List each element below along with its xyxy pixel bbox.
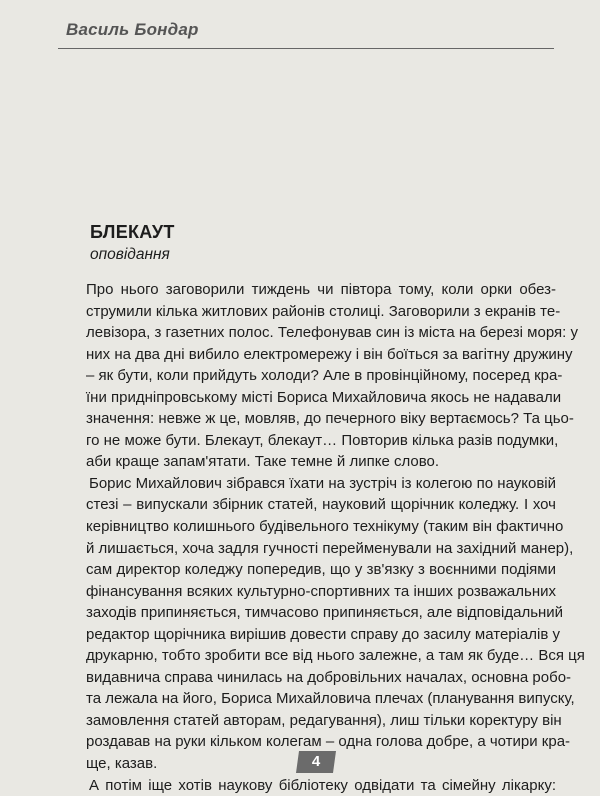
text-line: сам директор коледжу попередив, що у зв'язку з воєнними подіями: [86, 561, 556, 579]
header-rule: [58, 48, 554, 49]
text-line: та лежала на його, Бориса Михайловича плечах (планування випуску,: [86, 690, 575, 708]
text-line: Про нього заговорили тиждень чи півтора тому, коли орки обез-: [86, 281, 556, 298]
text-line: роздавав на руки кільком колегам – одна голова добре, а чотири кра-: [86, 733, 571, 751]
text-line: замовлення статей авторам, редагування), лиш тільки коректуру він: [86, 711, 562, 729]
page-number: 4: [311, 753, 321, 770]
text-line: їни придніпровському місті Бориса Михайловича якось не надавали: [86, 388, 562, 406]
text-line: А потім іще хотів наукову бібліотеку одвідати та сімейну лікарку:: [89, 776, 556, 794]
text-line: Борис Михайлович зібрався їхати на зустріч із колегою по науковій: [89, 474, 556, 492]
text-line: видавнича справа чинилась на добровільних началах, основна робо-: [86, 668, 572, 686]
text-line: керівництво колишнього будівельного технікуму (таким він фактично: [86, 518, 564, 536]
text-line: й лишається, хоча задля гучності перейменували на західний манер),: [86, 539, 574, 557]
text-line: редактор щорічника вирішив довести справу до засилу матеріалів у: [86, 625, 561, 643]
text-line: го не може бути. Блекаут, блекаут… Повторив кілька разів подумки,: [86, 431, 559, 449]
text-line: ще, казав.: [86, 755, 158, 773]
text-line: друкарню, тобто зробити все від нього залежне, а там як буде… Вся ця: [86, 647, 585, 665]
text-line: аби краще запам'ятати. Таке темне й липке слово.: [86, 453, 440, 471]
text-line: фінансування всяких культурно-спортивних та інших розважальних: [86, 582, 556, 600]
story-title: БЛЕКАУТ: [90, 222, 175, 242]
text-line: заходів припиняється, тимчасово припиняється, але відповідальний: [86, 604, 564, 622]
text-line: них на два дні вибило електромережу і він боїться за вагітну дружину: [86, 345, 573, 363]
running-head-author: Василь Бондар: [66, 20, 199, 39]
text-line: стезі – випускали збірник статей, науковий щорічник коледжу. І хоч: [86, 496, 556, 514]
page-number-badge: [296, 751, 336, 773]
story-body: [86, 279, 585, 796]
text-line: значення: невже ж це, мовляв, до печерного віку вертаємось? Та цьо-: [86, 410, 574, 428]
text-line: левізора, з газетних полос. Телефонував син із міста на березі моря: у: [86, 324, 578, 342]
story-genre: оповідання: [90, 246, 170, 263]
text-line: – як бути, коли прийдуть холоди? Але в провінційному, посеред кра-: [86, 367, 563, 385]
text-line: струмили кілька житлових районів столиці. Заговорили з екранів те-: [86, 302, 561, 320]
